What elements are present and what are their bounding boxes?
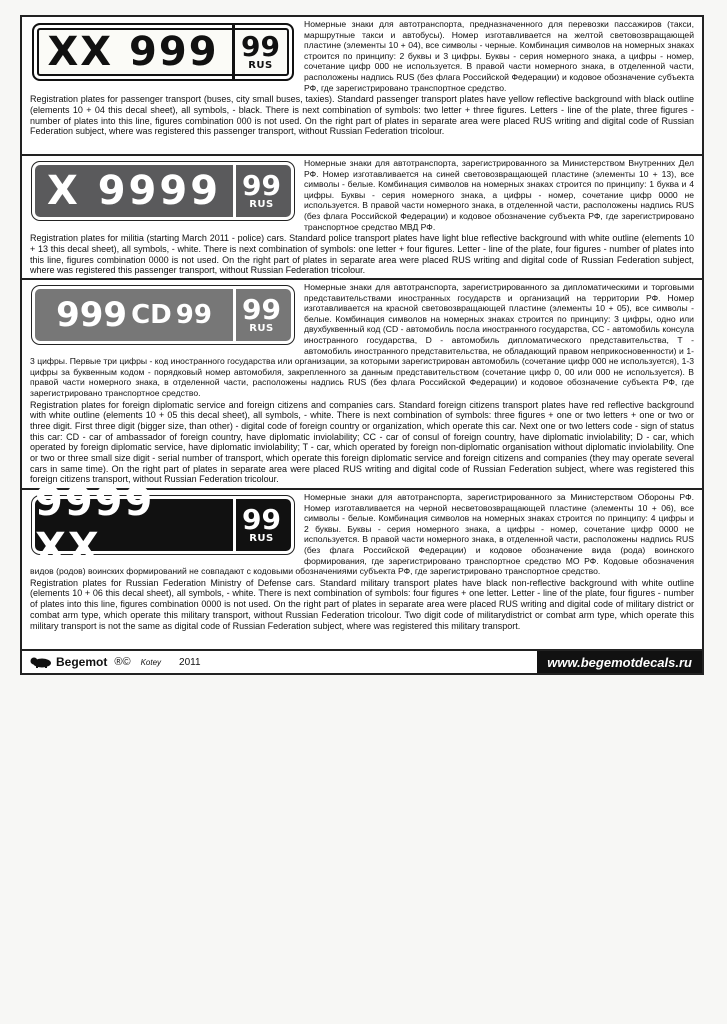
plate-number: 9999 XX [35, 499, 236, 551]
section-defense [22, 479, 702, 655]
description-en: Registration plates for passenger transport (buses, city small buses, taxies). Standard passenger transport plates have yellow reflective background with black outline (elements 10 + 04 this decal sheet), all symbols, - black. There is next combination of symbols: two letter + three figures. Letters - line of the plate, three figures - number of plates into this line, figures combination 000 is not used. On the right part of plates in separate area were placed RUS writing and digital code of Russian Federation subject, where was registered this passenger transport, without Russian Federation tricolour. [30, 94, 694, 137]
region-code: 99 [241, 29, 280, 63]
website-url: www.begemotdecals.ru [537, 651, 702, 673]
region-code: 99 [242, 168, 281, 202]
description-ru: Номерные знаки для автотранспорта, зарегистрированного за Министерством Обороны РФ. Номер изготавливается на черной несветовозвращающей пластине (элементы 10 + 06), все символы - белые. Комбинация символов на номерных знаках строится по принципу: 4 цифры и 2 буквы. Буквы - серия номерного знака, а цифры - номер, сочетание цифр 0000 не используется. В правой части номерного знака, в отделенной части, расположены надпись RUS (без флага Российской Федерации) и кодовое обозначение вида (рода) воинского формирования, где зарегистрировано транспортное средство МО РФ. Кодовые обозначения видов (родов) воинских формирований не совпадают с кодовыми обозначениями субъекта РФ, где зарегистрировано транспортное средство. [30, 492, 694, 577]
plate-status-letters: CD [131, 300, 172, 330]
description-ru: Номерные знаки для автотранспорта, зарегистрированного за дипломатическими и торговыми представительствами иностранных государств и организаций на территории РФ. Номер изготавливается на красной световозвращающей пластине (элементы 10 + 05), все символы - белые. Комбинация символов на номерных знаках строится по принципу: 3 цифры, одно или двухбуквенный код (CD - автомобиль посла иностранного государства, СС - автомобиль консула иностранного государства, D - автомобиль дипломатического представительства, Т - автомобиль иностранного представительства, не обладающий правом неприкосновенности) и 1-3 цифры. Первые три цифры - код иностранного государства или организации, за которыми зарегистрирован автомобиль (сочетание цифр 000 не используется), 1-3 цифры за буквенным кодом - порядковый номер автомобиля, закрепленного за данным представительством (сочетание цифр 0, 00 или 000 не используется). В правой части номерного знака, в отделенной части, расположены надпись RUS (без флага Российской Федерации) и кодовое обозначение субъекта РФ, где зарегистрировано транспортное средство. [30, 282, 694, 398]
section-diplomatic [22, 278, 702, 488]
section-passenger-transport [22, 17, 702, 154]
region-code: 99 [242, 292, 281, 326]
region-code: 99 [242, 502, 281, 536]
decal-instruction-sheet [20, 15, 704, 675]
brand-logo [22, 655, 201, 669]
year: 2011 [179, 656, 201, 668]
trademark-symbols: ®© [114, 656, 131, 668]
country-code: RUS [248, 59, 273, 71]
hippo-icon [30, 656, 52, 668]
country-code: RUS [249, 322, 274, 334]
plate-number [35, 289, 236, 341]
description-en: Registration plates for foreign diplomatic service and foreign citizens and companies cars. Standard foreign citizens transport plates have red reflective background with white outline (elements 10 + 05 this decal sheet), all symbols, - white. There is next combination of symbols: three figures + one or two letters + one or two or three digit. First three digit (bigger size, than other) - digital code of foreign country or organization, which operate this car. Next one or two letters code - sign of status this car: CD - car of ambassador of foreign country, have diplomatic inviolability; CC - car of consul of foreign country, have diplomatic inviolability; D - car, which operated by foreign diplomatic service, have diplomatic inviolability; T - car, which operated by foreign non-diplomatic organisation without diplomatic inviolability. One or two or three small size digit - serial number of transport, which operate this foreign diplomatic service and foreign citizens and companies (they may operate several cars in same time). On the right part of plates in separate area were placed RUS writing and digital code of Russian Federation subject, where was registered this foreign citizens transport, without Russian Federation tricolour. [30, 399, 694, 485]
plate-number: X 9999 [35, 165, 236, 217]
description-ru: Номерные знаки для автотранспорта, предназначенного для перевозки пассажиров (такси, маршрутные такси и автобусы). Номер изготавливается на желтой световозвращающей пластине (элементы 10 + 04), все символы - черные. Комбинация символов на номерных знаках строится по принципу: 2 буквы и 3 цифры. Буквы - серия номерного знака, а цифры - номер, сочетание цифр 000 не используется. В правой части номерного знака, в отделенной части, расположены надпись RUS (без флага Российской Федерации) и кодовое обозначение субъекта РФ, где зарегистрировано транспортное средство. [304, 19, 694, 93]
plate-serial: 99 [175, 300, 212, 330]
plate-country-code: 999 [56, 295, 128, 335]
description-en: Registration plates for Russian Federation Ministry of Defense cars. Standard military transport plates have black non-reflective background with white outline (elements 10 + 06 this decal sheet), all symbols, - white. There is next combination of symbols: four figures + one letter. Letter - line of the plate, four figures - number of plates into this line, figures combination 0000 is not used. On the right part of plates in separate area were placed RUS writing and digital code of military district or combat arm type, which operate this military transport, without Russian Federation tricolour. Two digit code of militarydistrict or combat arm type, which operate this military transport is not the same as digital code of Russian Federation subject, where was registered this military transport. [30, 577, 694, 631]
brand-name: Begemot [56, 655, 108, 669]
country-code: RUS [249, 532, 274, 544]
plate-region [236, 499, 287, 551]
plate-diplomatic-red [32, 286, 294, 344]
plate-passenger-yellow [32, 23, 294, 81]
plate-number: XX 999 [34, 25, 235, 79]
section-militia [22, 154, 702, 278]
country-code: RUS [249, 198, 274, 210]
description-en: Registration plates for militia (starting March 2011 - police) cars. Standard police transport plates have light blue reflective background with white outline (elements 10 + 13 this decal sheet), all symbols, - white. There is next combination of symbols: one letter + four figures. Letter - line of the plate, four figures - number of plates into this line, figures combination 0000 is not used. On the right part of plates in separate area were placed RUS writing and digital code of Russian Federation subject, where was registered this passenger transport, without Russian Federation tricolour. [30, 233, 694, 276]
plate-region [236, 165, 287, 217]
plate-region [236, 289, 287, 341]
description-ru: Номерные знаки для автотранспорта, зарегистрированного за Министерством Внутренних Дел РФ. Номер изготавливается на синей световозвращающей пластине (элементы 10 + 13), все символы - белые. Комбинация символов на номерных знаках строится по принципу: 1 буква и 4 цифры. Буквы - серия номерного знака, а цифры - номер, сочетание цифр 0000 не используется. В правой части номерного знака, в отделенной части, расположены надпись RUS (без флага Российской Федерации) и кодовое обозначение субъекта РФ, где зарегистрировано транспортное средство МВД РФ. [304, 158, 694, 232]
author-name: Kotey [140, 657, 162, 667]
footer [22, 649, 702, 673]
plate-region [235, 25, 286, 79]
plate-defense-black [32, 479, 294, 571]
plate-militia-blue [32, 162, 294, 220]
